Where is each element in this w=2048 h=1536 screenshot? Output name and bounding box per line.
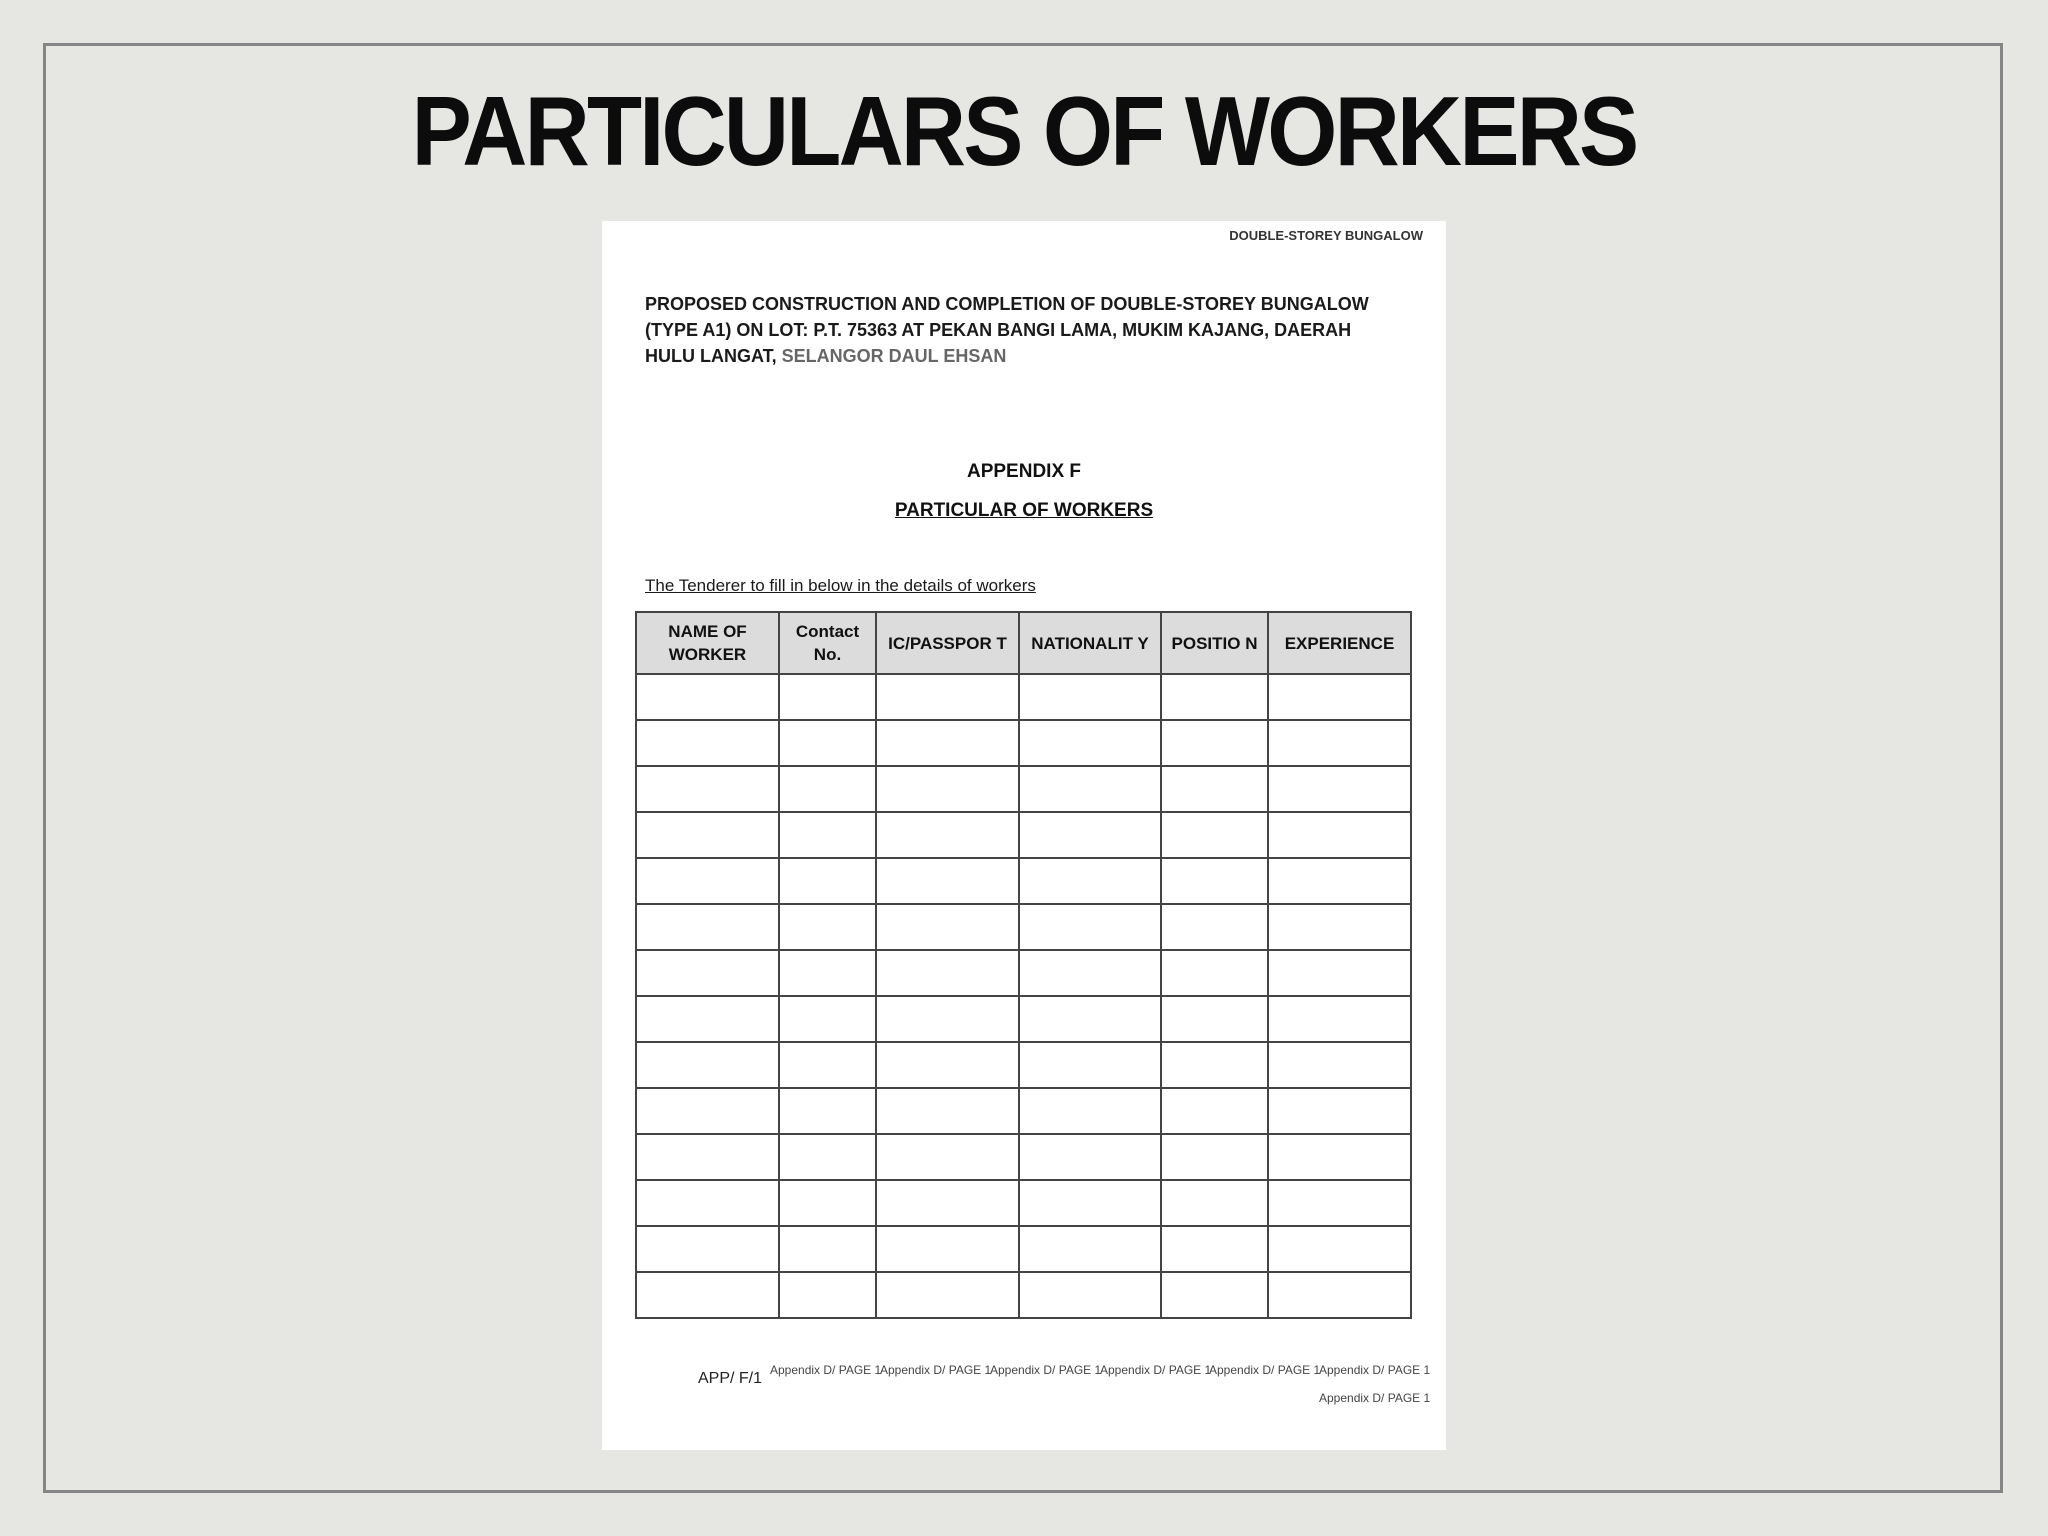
table-cell [1268, 1042, 1411, 1088]
table-cell [876, 1180, 1019, 1226]
table-cell [876, 720, 1019, 766]
table-cell [636, 766, 779, 812]
table-row [636, 1042, 1411, 1088]
table-cell [1161, 1180, 1268, 1226]
table-cell [636, 1042, 779, 1088]
footer-code: APP/ F/1 [698, 1370, 763, 1387]
table-row [636, 766, 1411, 812]
table-cell [779, 1272, 876, 1318]
table-cell [779, 766, 876, 812]
table-cell [876, 674, 1019, 720]
footer-reference: Appendix D/ PAGE 1 [1319, 1391, 1431, 1405]
workers-table-body [636, 674, 1411, 1318]
footer-reference: Appendix D/ PAGE 1 [880, 1363, 992, 1377]
table-cell [1161, 812, 1268, 858]
table-cell [779, 1226, 876, 1272]
column-header-nationality: NATIONALIT Y [1019, 612, 1161, 674]
table-cell [876, 858, 1019, 904]
table-cell [779, 1180, 876, 1226]
table-cell [1268, 1180, 1411, 1226]
table-cell [1268, 904, 1411, 950]
table-cell [636, 950, 779, 996]
table-cell [636, 720, 779, 766]
table-cell [779, 858, 876, 904]
table-cell [1019, 812, 1161, 858]
table-cell [1161, 950, 1268, 996]
table-cell [1019, 1042, 1161, 1088]
table-cell [1161, 766, 1268, 812]
table-cell [779, 720, 876, 766]
table-cell [876, 904, 1019, 950]
table-cell [1268, 996, 1411, 1042]
table-cell [779, 1088, 876, 1134]
table-cell [1161, 996, 1268, 1042]
table-cell [1161, 674, 1268, 720]
table-cell [1019, 674, 1161, 720]
table-cell [876, 950, 1019, 996]
table-cell [1268, 812, 1411, 858]
table-cell [1019, 996, 1161, 1042]
table-row [636, 950, 1411, 996]
table-cell [1019, 1180, 1161, 1226]
document-subtitle: PARTICULAR OF WORKERS [894, 500, 1154, 521]
table-cell [876, 1134, 1019, 1180]
table-cell [1268, 1226, 1411, 1272]
table-cell [1019, 904, 1161, 950]
table-row [636, 720, 1411, 766]
column-header-name: NAME OF WORKER [636, 612, 779, 674]
table-cell [876, 1042, 1019, 1088]
table-cell [1268, 1272, 1411, 1318]
table-cell [1019, 858, 1161, 904]
footer-reference: Appendix D/ PAGE 1 [770, 1363, 882, 1377]
table-cell [779, 950, 876, 996]
footer-reference: Appendix D/ PAGE 1 [1100, 1363, 1212, 1377]
table-cell [636, 858, 779, 904]
column-header-position: POSITIO N [1161, 612, 1268, 674]
table-cell [1019, 1088, 1161, 1134]
document-page [602, 221, 1446, 1450]
table-cell [636, 674, 779, 720]
table-cell [1019, 766, 1161, 812]
column-header-experience: EXPERIENCE [1268, 612, 1411, 674]
workers-table [635, 611, 1412, 1319]
column-header-ic-passport: IC/PASSPOR T [876, 612, 1019, 674]
table-cell [779, 1042, 876, 1088]
project-title-state: SELANGOR DAUL EHSAN [781, 346, 1007, 366]
table-cell [1161, 858, 1268, 904]
table-cell [1268, 766, 1411, 812]
table-cell [876, 996, 1019, 1042]
table-row [636, 1272, 1411, 1318]
table-cell [1161, 720, 1268, 766]
table-cell [1161, 1088, 1268, 1134]
table-cell [876, 1226, 1019, 1272]
table-cell [1019, 1272, 1161, 1318]
table-cell [1268, 858, 1411, 904]
table-cell [636, 1180, 779, 1226]
table-cell [636, 1272, 779, 1318]
table-cell [876, 812, 1019, 858]
table-cell [1161, 904, 1268, 950]
table-row [636, 674, 1411, 720]
document-header-label: DOUBLE-STOREY BUNGALOW [1229, 228, 1423, 243]
table-cell [1268, 720, 1411, 766]
table-cell [1161, 1272, 1268, 1318]
table-row [636, 1180, 1411, 1226]
table-cell [779, 1134, 876, 1180]
table-row [636, 904, 1411, 950]
table-cell [779, 812, 876, 858]
column-header-contact: Contact No. [779, 612, 876, 674]
slide-title: PARTICULARS OF WORKERS [411, 76, 1637, 186]
table-cell [876, 1088, 1019, 1134]
table-cell [1161, 1226, 1268, 1272]
table-cell [636, 1088, 779, 1134]
footer-reference: Appendix D/ PAGE 1 [1209, 1363, 1321, 1377]
table-cell [876, 766, 1019, 812]
table-cell [636, 1226, 779, 1272]
table-cell [779, 674, 876, 720]
table-cell [1268, 950, 1411, 996]
table-cell [636, 996, 779, 1042]
table-row [636, 858, 1411, 904]
table-row [636, 1088, 1411, 1134]
appendix-heading: APPENDIX F [966, 461, 1082, 482]
table-cell [1019, 720, 1161, 766]
table-cell [636, 904, 779, 950]
table-cell [779, 996, 876, 1042]
table-cell [636, 1134, 779, 1180]
table-cell [636, 812, 779, 858]
table-cell [1268, 1088, 1411, 1134]
footer-reference: Appendix D/ PAGE 1 [990, 1363, 1102, 1377]
table-cell [1268, 674, 1411, 720]
table-row [636, 1226, 1411, 1272]
project-title [645, 291, 1405, 369]
table-cell [1019, 1134, 1161, 1180]
table-cell [876, 1272, 1019, 1318]
table-row [636, 996, 1411, 1042]
project-title-main: PROPOSED CONSTRUCTION AND COMPLETION OF DOUBLE-STOREY BUNGALOW (TYPE A1) ON LOT: P.T. 75363 AT PEKAN BANGI LAMA, MUKIM KAJANG, DAERAH HULU LANGAT, [645, 294, 1369, 366]
footer-reference: Appendix D/ PAGE 1 [1319, 1363, 1431, 1377]
table-cell [779, 904, 876, 950]
table-cell [1268, 1134, 1411, 1180]
table-row [636, 812, 1411, 858]
table-cell [1019, 950, 1161, 996]
table-cell [1019, 1226, 1161, 1272]
table-cell [1161, 1134, 1268, 1180]
table-header-row [636, 612, 1411, 674]
table-row [636, 1134, 1411, 1180]
tenderer-instruction: The Tenderer to fill in below in the details of workers [645, 576, 1036, 595]
table-cell [1161, 1042, 1268, 1088]
